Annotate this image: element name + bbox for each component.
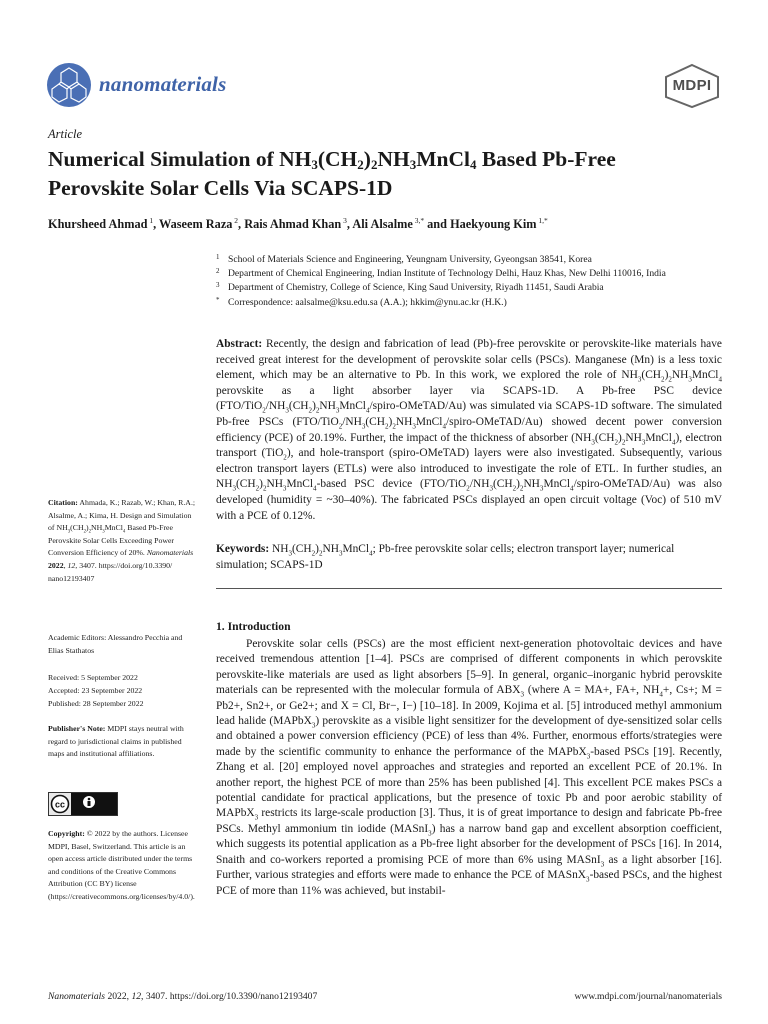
- author-name[interactable]: Waseem Raza: [159, 217, 233, 232]
- academic-editors: Academic Editors: Alessandro Pecchia and Elias Stathatos: [48, 633, 183, 655]
- author-affiliation-mark: 3,*: [412, 216, 425, 225]
- affiliation-list: [216, 253, 726, 310]
- publisher-logo-text: MDPI: [672, 77, 712, 94]
- author-affiliation-mark: 1,*: [536, 216, 548, 225]
- cc-by-icon[interactable]: [48, 792, 118, 816]
- citation-label: Citation:: [48, 498, 78, 507]
- citation-text: Ahmada, K.; Razab, W.; Khan, R.A.; Alsalme, A.; Kima, H. Design and Simulation of $NH_3(CH_2)_2NH_3MnCl_4$ Based Pb-Free Perovskite Solar Cells Exceeding Power Conversion Efficiency of 20%.: [48, 498, 196, 558]
- author-affiliation-mark: 1: [147, 216, 154, 225]
- journal-logo-icon: [46, 62, 92, 108]
- publisher-logo[interactable]: [663, 63, 721, 109]
- abstract-text: Recently, the design and fabrication of lead (Pb)-free perovskite or perovskite-like materials have received great interest for the development of perovskite solar cells (PSCs). Manganese (Mn) is a less toxic element, which may be an alternative to Pb. In this work, we explored the role of $NH_3(CH_2)_2NH_3MnCl_4$ perovskite as a light absorber layer via SCAPS-1D. A Pb-free PSC device $(FTO/TiO_2/NH_3(CH_2)_2NH_3MnCl_4/spiro-OMeTAD/Au)$ was simulated via SCAPS-1D software. The simulated Pb-free PSCs $(FTO/TiO_2/NH_3(CH_2)_2NH_3MnCl_4/spiro-OMeTAD/Au)$ showed decent power conversion efficiency (PCE) of 20.19%. Further, the impact of the thickness of absorber $(NH_3(CH_2)_2NH_3MnCl_4)$, electron transport (TiO$_2$), and hole-transport (spiro-OMeTAD) layers were also investigated. Subsequently, various electron transport layers (ETLs) were also introduced to investigate the role of ETL. In further studies, an $NH_3(CH_2)_2NH_3MnCl_4$-based PSC device $(FTO/TiO_2/NH_3(CH_2)_2NH_3MnCl_4/spiro-OMeTAD/Au)$ was also developed (humidity = ~30–40%). The fabricated PSCs displayed an open circuit voltage (Voc) of 510 mV with a PCE of 0.12%.: [216, 338, 722, 522]
- affiliation-text: Department of Chemical Engineering, Indian Institute of Technology Delhi, Hauz Khas, New Delhi 110016, India: [228, 268, 666, 280]
- affiliation-text: School of Materials Science and Engineering, Yeungnam University, Gyeongsan 38541, Korea: [228, 254, 592, 265]
- introduction-paragraph: Perovskite solar cells (PSCs) are the most efficient next-generation photovoltaic devices and have received tremendous attention [1–4]. PSCs are comprised of different components in which perovskite perovskite-like materials are used as light absorbers [5–9]. In general, organic–inorganic hybrid perovskite materials can be represented with the molecular formula of $ABX_3$ (where A = MA+, FA+, $NH_4+$, Cs+; M = Pb2+, Sn2+, or Ge2+; and X = Cl, Br−, I−) [10–18]. In 2009, Kojima et al. [5] introduced methyl ammonium lead halide (MAPbX$_3$) perovskite as a visible light sensitizer for the development of dye-sensitized solar cells and obtained a power conversion efficiency (PCE) of less than 4%. Further, enormous efforts/strategies were made by the scientific community to enhance the performance of the MAPbX$_3$-based PSCs [19]. Recently, Zhang et al. [20] employed novel approaches and strategies and reported an excellent PCE of 20.1%. In another report, the highest PCE of more than 25% has been published [4]. This excellent PCE makes PSCs a potential candidate for practical applications, but the presence of toxic Pb and poor aerobic stability of MAPbX$_3$ restricts its large-scale production [3]. Thus, it is of great importance to design and fabricate Pb-free PSCs. Methyl ammonium tin iodide (MASnI$_3$) has a narrow band gap and excellent absorption coefficient, which suggests its potential application as a Pb-free light absorber for the development of PSCs [16]. In 2014, Snaith and co-workers reported a promising PCE of more than 6% using MASnI$_3$ as a light absorber [16]. Further, various strategies and efforts were made to enhance the PCE of MASnX$_3$-based PSCs, and the highest PCE of more than 11% was achieved, but instabil-: [216, 638, 723, 897]
- title-line-1: Numerical Simulation of $NH_3(CH_2)_2NH_3MnCl_4$ Based Pb-Free: [48, 147, 616, 172]
- accepted-date: Accepted: 23 September 2022: [48, 686, 143, 695]
- section-heading: 1. Introduction: [216, 620, 291, 633]
- affiliation-item: [216, 281, 726, 295]
- affiliation-mark: 3: [216, 281, 220, 290]
- introduction-body: [216, 637, 722, 899]
- footer-citation: Nanomaterials 2022, 12, 3407. https://doi.org/10.3390/nano12193407: [48, 991, 318, 1002]
- affiliation-text: Correspondence: aalsalme@ksu.edu.sa (A.A.); hkkim@ynu.ac.kr (H.K.): [228, 296, 507, 308]
- citation-doi[interactable]: , 3407. https://doi.org/10.3390/ nano12193407: [48, 560, 173, 583]
- citation-volume: 12: [67, 560, 76, 570]
- copyright-label: Copyright:: [48, 829, 85, 838]
- received-date: Received: 5 September 2022: [48, 673, 138, 682]
- keywords: [216, 542, 722, 573]
- copyright-block: [48, 828, 196, 904]
- author-name[interactable]: Haekyoung Kim: [450, 217, 537, 232]
- title-line-2: Perovskite Solar Cells Via SCAPS-1D: [48, 176, 393, 200]
- affiliation-mark: 1: [216, 253, 220, 261]
- copyright-text: © 2022 by the authors. Licensee MDPI, Basel, Switzerland. This article is an open access article distributed under the terms and conditions of the Creative Commons Attribution (CC BY) license (https://creativecommons.org/licenses/by/4.0/).: [48, 829, 195, 901]
- abstract-label: Abstract:: [216, 338, 263, 350]
- author-name[interactable]: Ali Alsalme: [352, 217, 413, 232]
- keywords-text: $NH_3(CH_2)_2NH_3MnCl_4$; Pb-free perovskite solar cells; electron transport layer; numerical simulation; SCAPS-1D: [216, 543, 675, 571]
- citation-year: 2022: [48, 560, 64, 570]
- footer-journal-url[interactable]: www.mdpi.com/journal/nanomaterials: [574, 991, 722, 1002]
- article-type: Article: [48, 127, 83, 141]
- affiliation-mark: *: [216, 295, 220, 304]
- footer-volume: 12: [131, 991, 142, 1002]
- author-affiliation-mark: 2: [232, 216, 239, 225]
- abstract: [216, 337, 722, 524]
- author-list: Khursheed Ahmad $^1$, Waseem Raza $^2$, Rais Ahmad Khan $^3$, Ali Alsalme $^{3,*}$ and Haekyoung Kim $^{1,*}$: [48, 216, 548, 232]
- footer-journal: Nanomaterials: [48, 991, 106, 1002]
- publishers-note: [48, 723, 196, 761]
- svg-text:cc: cc: [54, 799, 66, 810]
- footer-year: 2022: [107, 991, 127, 1002]
- affiliation-item: [216, 267, 726, 281]
- journal-name[interactable]: nanomaterials: [99, 72, 227, 96]
- footer-doi[interactable]: , 3407. https://doi.org/10.3390/nano12193407: [141, 991, 318, 1002]
- keywords-label: Keywords:: [216, 543, 270, 555]
- author-affiliation-mark: 3: [341, 216, 347, 225]
- section-divider: [216, 588, 722, 589]
- affiliation-text: Department of Chemistry, College of Science, King Saud University, Riyadh 11451, Saudi Arabia: [228, 282, 604, 294]
- affiliation-item: [216, 253, 726, 267]
- author-name[interactable]: Khursheed Ahmad: [48, 217, 148, 232]
- published-date: Published: 28 September 2022: [48, 699, 144, 708]
- affiliation-item: [216, 296, 726, 310]
- author-name[interactable]: Rais Ahmad Khan: [244, 217, 342, 232]
- citation-journal: Nanomaterials: [146, 548, 194, 558]
- article-title: [48, 145, 738, 203]
- citation-block: Citation: Ahmada, K.; Razab, W.; Khan, R.A.; Alsalme, A.; Kima, H. Design and Simulation of $NH_3(CH_2)_2NH_3MnCl_4$ Based Pb-Free Perovskite Solar Cells Exceeding Power Conversion Efficiency of 20%. Nanomaterials 2022, 12, 3407. https://doi.org/10.3390/ nano12193407: [48, 498, 196, 583]
- publishers-note-label: Publisher's Note:: [48, 724, 106, 733]
- publishers-note-text: MDPI stays neutral with regard to jurisdictional claims in published maps and institutional affiliations.: [48, 724, 184, 759]
- affiliation-mark: 2: [216, 267, 220, 276]
